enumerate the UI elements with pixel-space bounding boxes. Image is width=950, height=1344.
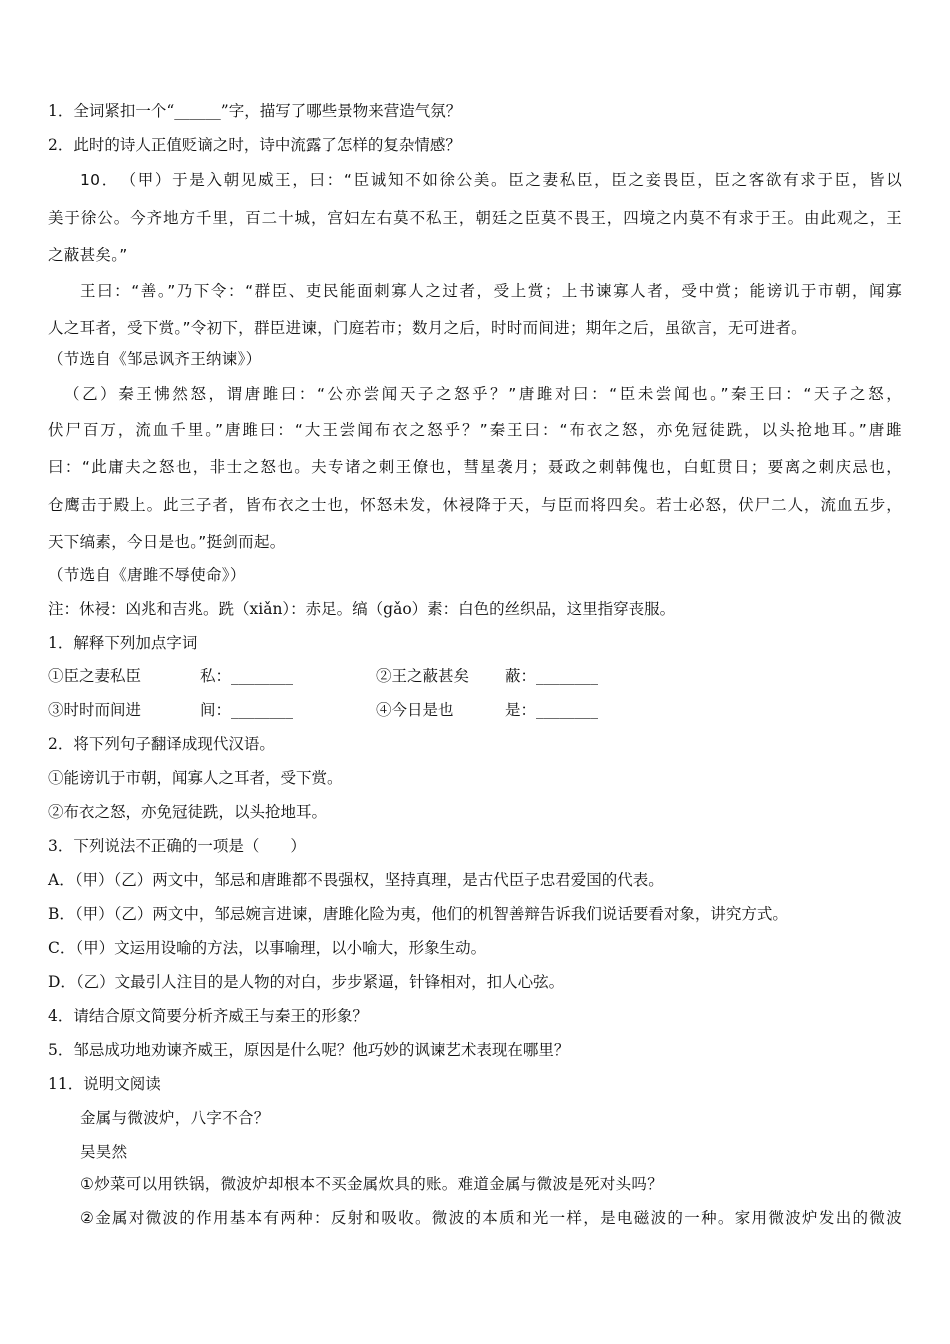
sub4-question: 4．请结合原文简要分析齐威王与秦王的形象？ bbox=[48, 1007, 368, 1025]
passage-yi-line: 仓鹰击于殿上。此三子者，皆布衣之士也，怀怒未发，休祲降于天，与臣而将四矣。若士必怒，伏尸二人，流血五步， bbox=[48, 496, 902, 514]
sub3-option-c: C．（甲）文运用设喻的方法，以事喻理，以小喻大，形象生动。 bbox=[48, 939, 487, 957]
sub3-option-d: D．（乙）文最引人注目的是人物的对白，步步紧逼，针锋相对，扣人心弦。 bbox=[48, 973, 565, 991]
sub2-title: 2．将下列句子翻译成现代汉语。 bbox=[48, 735, 275, 753]
passage-jia-line: 10． （甲）于是入朝见威王，曰：“臣诚知不如徐公美。臣之妻私臣，臣之妾畏臣，臣之客欲有求于臣，皆以 bbox=[80, 171, 902, 189]
passage-yi-source: （节选自《唐雎不辱使命》） bbox=[48, 566, 246, 584]
sub1-item-sentence: ②王之蔽甚矣 bbox=[376, 667, 470, 685]
sub3-option-a: A．（甲）（乙）两文中，邹忌和唐雎都不畏强权，坚持真理，是古代臣子忠君爱国的代表。 bbox=[48, 871, 664, 889]
article-author: 吴昊然 bbox=[80, 1143, 128, 1161]
sub1-item-sentence: ④今日是也 bbox=[376, 701, 454, 719]
sub3-option-b: B．（甲）（乙）两文中，邹忌婉言进谏，唐雎化险为夷，他们的机智善辩告诉我们说话要看对象，讲究方式。 bbox=[48, 905, 788, 923]
passage-yi-line: （乙）秦王怫然怒，谓唐雎曰：“公亦尝闻天子之怒乎？”唐雎对曰：“臣未尝闻也。”秦王曰：“天子之怒， bbox=[64, 385, 902, 403]
sub5-question: 5．邹忌成功地劝谏齐威王，原因是什么呢？他巧妙的讽谏艺术表现在哪里？ bbox=[48, 1041, 570, 1059]
sub2-sentence: ②布衣之怒，亦免冠徒跣，以头抢地耳。 bbox=[48, 803, 328, 821]
sub2-sentence: ①能谤讥于市朝，闻寡人之耳者，受下赏。 bbox=[48, 769, 343, 787]
passage-jia-line: 王曰：“善。”乃下令：“群臣、吏民能面刺寡人之过者，受上赏；上书谏寡人者，受中赏；能谤讥于市朝，闻寡 bbox=[80, 282, 902, 300]
passage-yi-line: 曰：“此庸夫之怒也，非士之怒也。夫专诸之刺王僚也，彗星袭月；聂政之刺韩傀也，白虹贯日；要离之刺庆忌也， bbox=[48, 458, 902, 476]
sub3-title: 3．下列说法不正确的一项是（ ） bbox=[48, 837, 306, 855]
sub1-title: 1．解释下列加点字词 bbox=[48, 634, 198, 652]
q9-sub2: 2．此时的诗人正值贬谪之时，诗中流露了怎样的复杂情感？ bbox=[48, 136, 461, 154]
passage-jia-source: （节选自《邹忌讽齐王纳谏》） bbox=[48, 350, 262, 368]
sub1-item-blank: 间：________ bbox=[200, 701, 294, 719]
sub1-item-blank: 是：________ bbox=[505, 701, 599, 719]
passage-jia-line: 人之耳者，受下赏。”令初下，群臣进谏，门庭若市；数月之后，时时而间进；期年之后，虽欲言，无可进者。 bbox=[48, 319, 807, 337]
sub1-item-sentence: ③时时而间进 bbox=[48, 701, 142, 719]
q11-title: 11．说明文阅读 bbox=[48, 1075, 161, 1093]
passage-yi-line: 伏尸百万，流血千里。”唐雎曰：“大王尝闻布衣之怒乎？”秦王曰：“布衣之怒，亦免冠徒跣，以头抢地耳。”唐雎 bbox=[48, 421, 902, 439]
article-title: 金属与微波炉，八字不合？ bbox=[80, 1109, 270, 1127]
sub1-item-sentence: ①臣之妻私臣 bbox=[48, 667, 142, 685]
annotation-note: 注：休祲：凶兆和吉兆。跣（xiǎn）：赤足。缟（gǎo）素：白色的丝织品，这里指穿丧服。 bbox=[48, 600, 676, 618]
sub1-item-blank: 蔽：________ bbox=[505, 667, 599, 685]
passage-jia-line: 之蔽甚矣。” bbox=[48, 246, 128, 264]
sub1-item-blank: 私：________ bbox=[200, 667, 294, 685]
article-paragraph: ②金属对微波的作用基本有两种：反射和吸收。微波的本质和光一样，是电磁波的一种。家用微波炉发出的微波 bbox=[80, 1209, 902, 1227]
q9-sub1: 1．全词紧扣一个“______”字，描写了哪些景物来营造气氛？ bbox=[48, 102, 462, 120]
article-paragraph: ①炒菜可以用铁锅，微波炉却根本不买金属炊具的账。难道金属与微波是死对头吗？ bbox=[80, 1175, 663, 1193]
passage-jia-line: 美于徐公。今齐地方千里，百二十城，宫妇左右莫不私王，朝廷之臣莫不畏王，四境之内莫不有求于王。由此观之，王 bbox=[48, 209, 902, 227]
passage-yi-line: 天下缟素，今日是也。”挺剑而起。 bbox=[48, 533, 286, 551]
